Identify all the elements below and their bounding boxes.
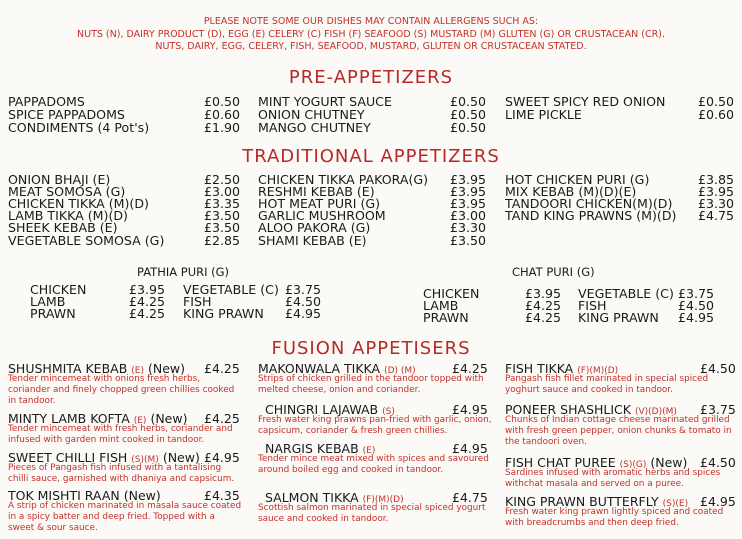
item-name: LAMB: [423, 298, 459, 313]
item-price: £4.50: [284, 294, 321, 309]
fusion-item-description: Strips of chicken grilled in the tandoor topped with melted cheese, onion and coriander.: [258, 374, 484, 395]
item-price: £2.85: [203, 233, 240, 248]
fusion-item-name: PONEER SHASHLICK (V)(D)(M): [505, 402, 677, 417]
fusion-item-name: MINTY LAMB KOFTA (E) (New): [8, 411, 188, 426]
fusion-item-price: £4.95: [452, 402, 488, 417]
item-name: MINT YOGURT SAUCE: [258, 94, 392, 109]
fusion-item-name: KING PRAWN BUTTERFLY (S)(E): [505, 494, 689, 509]
allergen-note-line-2: NUTS (N), DAIRY PRODUCT (D), EGG (E) CELERY (C) FISH (F) SEAFOOD (S) MUSTARD (M) GLUTEN (G) OR CRUSTACEAN (CR).: [77, 29, 665, 40]
item-name: MANGO CHUTNEY: [258, 120, 371, 135]
section-title-traditional-appetizers: TRADITIONAL APPETIZERS: [242, 146, 500, 167]
fusion-item-price: £4.95: [204, 450, 240, 465]
item-price: £3.50: [203, 220, 240, 235]
item-name: HOT MEAT PURI (G): [258, 196, 381, 211]
item-price: £0.50: [449, 94, 486, 109]
item-name: TAND KING PRAWNS (M)(D): [505, 208, 677, 223]
fusion-item-price: £4.75: [452, 490, 488, 505]
item-name: ONION CHUTNEY: [258, 107, 365, 122]
item-price: £3.95: [449, 184, 486, 199]
item-price: £4.25: [128, 306, 165, 321]
allergen-note-line-3: NUTS, DAIRY, EGG, CELERY, FISH, SEAFOOD, MUSTARD, GLUTEN OR CRUSTACEAN STATED.: [155, 41, 587, 52]
fusion-item-price: £4.50: [700, 361, 736, 376]
fusion-item-description: Sardines infused with aromatic herbs and spices withchat masala and served on a puree.: [505, 468, 721, 489]
item-name: FISH: [183, 294, 212, 309]
item-name: LIME PICKLE: [505, 107, 582, 122]
item-price: £3.50: [449, 233, 486, 248]
fusion-item-price: £4.25: [204, 361, 240, 376]
item-price: £0.50: [203, 94, 240, 109]
fusion-item-description: Chunks of Indian cottage cheese marinated grilled with fresh green pepper, onion chunks & tomato in the tandoori oven.: [505, 415, 732, 447]
allergen-note-line-1: PLEASE NOTE SOME OUR DISHES MAY CONTAIN ALLERGENS SUCH AS:: [203, 16, 539, 27]
item-price: £4.25: [128, 294, 165, 309]
item-name: VEGETABLE (C): [183, 282, 279, 297]
section-title-fusion-appetisers: FUSION APPETISERS: [271, 338, 471, 359]
fusion-item-description: Tender mincemeat with fresh herbs, coriander and infused with garden mint cooked in tandoor.: [8, 424, 233, 445]
item-price: £0.50: [449, 120, 486, 135]
item-price: £4.75: [697, 208, 734, 223]
item-price: £3.95: [449, 196, 486, 211]
fusion-item-price: £4.95: [700, 494, 736, 509]
item-name: PRAWN: [30, 306, 76, 321]
fusion-item-price: £4.35: [204, 488, 240, 503]
item-name: SWEET SPICY RED ONION: [505, 94, 666, 109]
item-price: £3.30: [697, 196, 734, 211]
item-name: KING PRAWN: [578, 310, 659, 325]
item-price: £0.60: [697, 107, 734, 122]
item-price: £3.95: [128, 282, 165, 297]
fusion-item-description: Fresh water king prawn lightly spiced and coated with breadcrumbs and then deep fried.: [505, 507, 724, 528]
item-price: £3.00: [449, 208, 486, 223]
item-name: VEGETABLE SOMOSA (G): [8, 233, 165, 248]
item-price: £4.50: [677, 298, 714, 313]
fusion-item-price: £4.25: [452, 361, 488, 376]
item-price: £3.50: [203, 208, 240, 223]
item-price: £3.35: [203, 196, 240, 211]
item-name: VEGETABLE (C): [578, 286, 674, 301]
item-price: £4.95: [284, 306, 321, 321]
item-name: CHICKEN TIKKA PAKORA(G): [258, 172, 429, 187]
fusion-item-description: Fresh water king prawns pan-fried with garlic, onion, capsicum, coriander & fresh green chillies.: [258, 415, 492, 436]
fusion-item-name: FISH CHAT PUREE (S)(G) (New): [505, 455, 688, 470]
item-price: £3.30: [449, 220, 486, 235]
item-name: SPICE PAPPADOMS: [8, 107, 125, 122]
fusion-item-name: NARGIS KEBAB (E): [265, 441, 376, 456]
item-name: PRAWN: [423, 310, 469, 325]
fusion-item-description: Pieces of Pangash fish infused with a tantalising chilli sauce, garnished with dhaniya and capsicum.: [8, 463, 235, 484]
item-name: SHEEK KEBAB (E): [8, 220, 118, 235]
item-price: £0.60: [203, 107, 240, 122]
fusion-item-price: £4.25: [204, 411, 240, 426]
item-name: FISH: [578, 298, 607, 313]
item-name: KING PRAWN: [183, 306, 264, 321]
item-price: £1.90: [203, 120, 240, 135]
item-name: MIX KEBAB (M)(D)(E): [505, 184, 637, 199]
fusion-item-description: Scottish salmon marinated in special spiced yogurt sauce and cooked in tandoor.: [258, 503, 486, 524]
fusion-item-price: £4.50: [700, 455, 736, 470]
item-name: CHICKEN: [30, 282, 87, 297]
item-name: HOT CHICKEN PURI (G): [505, 172, 650, 187]
fusion-item-name: SALMON TIKKA (F)(M)(D): [265, 490, 404, 505]
chat-puri-title: CHAT PURI (G): [512, 265, 595, 279]
fusion-item-description: Pangash fish fillet marinated in special spiced yoghurt sauce and cooked in tandoor.: [505, 374, 709, 395]
item-name: CHICKEN TIKKA (M)(D): [8, 196, 149, 211]
item-name: CONDIMENTS (4 Pot's): [8, 120, 150, 135]
fusion-item-description: Tender mincemeat with onions fresh herbs, coriander and finely chopped green chillies cooked in tandoor.: [8, 374, 235, 406]
item-name: RESHMI KEBAB (E): [258, 184, 375, 199]
item-price: £4.95: [677, 310, 714, 325]
item-price: £2.50: [203, 172, 240, 187]
section-title-pre-appetizers: PRE-APPETIZERS: [288, 67, 454, 88]
item-price: £3.85: [697, 172, 734, 187]
item-price: £3.95: [449, 172, 486, 187]
item-price: £3.00: [203, 184, 240, 199]
item-name: MEAT SOMOSA (G): [8, 184, 126, 199]
item-price: £3.75: [677, 286, 714, 301]
item-price: £3.75: [284, 282, 321, 297]
fusion-item-price: £3.75: [700, 402, 736, 417]
item-name: CHICKEN: [423, 286, 480, 301]
fusion-item-name: MAKONWALA TIKKA (D) (M): [258, 361, 416, 376]
item-name: GARLIC MUSHROOM: [258, 208, 386, 223]
fusion-item-name: FISH TIKKA (F)(M)(D): [505, 361, 619, 376]
fusion-item-description: Tender mince meat mixed with spices and savoured around boiled egg and cooked in tandoor.: [258, 454, 489, 475]
item-name: TANDOORI CHICKEN(M)(D): [505, 196, 673, 211]
fusion-item-name: TOK MISHTI RAAN (New): [8, 488, 161, 503]
fusion-item-description: A strip of chicken marinated in masala sauce coated in a spicy batter and deep fried. Topped with a sweet & sour sauce.: [8, 501, 242, 533]
item-name: PAPPADOMS: [8, 94, 85, 109]
fusion-item-name: CHINGRI LAJAWAB (S): [265, 402, 395, 417]
fusion-item-name: SHUSHMITA KEBAB (E) (New): [8, 361, 185, 376]
fusion-item-price: £4.95: [452, 441, 488, 456]
item-price: £0.50: [449, 107, 486, 122]
item-price: £0.50: [697, 94, 734, 109]
item-name: SHAMI KEBAB (E): [258, 233, 367, 248]
item-name: LAMB TIKKA (M)(D): [8, 208, 128, 223]
item-name: LAMB: [30, 294, 66, 309]
fusion-item-name: SWEET CHILLI FISH (S)(M) (New): [8, 450, 200, 465]
pathia-puri-title: PATHIA PURI (G): [137, 265, 230, 279]
item-name: ALOO PAKORA (G): [258, 220, 371, 235]
item-price: £3.95: [697, 184, 734, 199]
item-name: ONION BHAJI (E): [8, 172, 111, 187]
